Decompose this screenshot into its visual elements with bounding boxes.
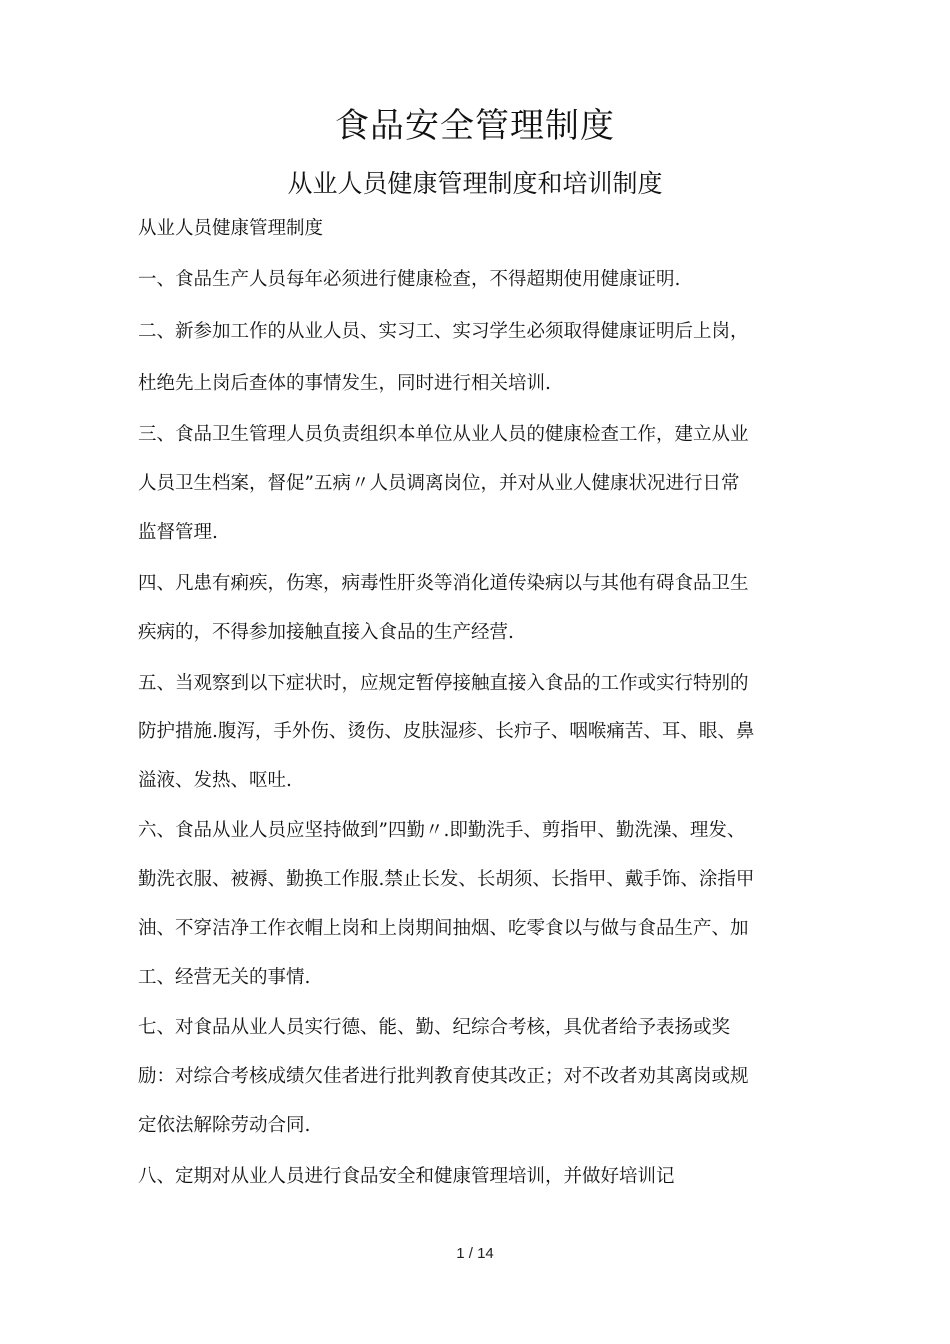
text-line: 疾病的，不得参加接触直接入食品的生产经营. (138, 622, 514, 643)
text-line: 监督管理. (138, 522, 218, 543)
text-line: 二、新参加工作的从业人员、实习工、实习学生必须取得健康证明后上岗， (138, 321, 749, 342)
text-line: 工、经营无关的事情. (138, 967, 311, 988)
page-number: 1 / 14 (456, 1245, 494, 1262)
text-line: 八、定期对从业人员进行食品安全和健康管理培训，并做好培训记 (138, 1166, 675, 1187)
text-line: 七、对食品从业人员实行德、能、勤、纪综合考核，具优者给予表扬或奖 (138, 1017, 731, 1038)
document-title: 食品安全管理制度 (335, 106, 615, 146)
text-line: 五、当观察到以下症状时，应规定暂停接触直接入食品的工作或实行特别的 (138, 673, 749, 694)
text-line: 一、食品生产人员每年必须进行健康检查，不得超期使用健康证明. (138, 269, 681, 290)
text-line: 勤洗衣服、被褥、勤换工作服.禁止长发、长胡须、长指甲、戴手饰、涂指甲 (138, 869, 755, 890)
text-line: 三、食品卫生管理人员负责组织本单位从业人员的健康检查工作，建立从业 (138, 424, 749, 445)
text-line: 人员卫生档案，督促”五病〃人员调离岗位，并对从业人健康状况进行日常 (138, 473, 740, 494)
document-subtitle: 从业人员健康管理制度和培训制度 (287, 169, 663, 198)
section-heading: 从业人员健康管理制度 (138, 218, 324, 239)
text-line: 定依法解除劳动合同. (138, 1115, 311, 1136)
text-line: 防护措施.腹泻，手外伤、烫伤、皮肤湿疹、长疖子、咽喉痛苦、耳、眼、鼻 (138, 721, 755, 742)
text-line: 溢液、发热、呕吐. (138, 770, 292, 791)
text-line: 四、凡患有痢疾，伤寒，病毒性肝炎等消化道传染病以与其他有碍食品卫生 (138, 573, 749, 594)
text-line: 油、不穿洁净工作衣帽上岗和上岗期间抽烟、吃零食以与做与食品生产、加 (138, 918, 749, 939)
text-line: 杜绝先上岗后查体的事情发生，同时进行相关培训. (138, 373, 551, 394)
text-line: 励：对综合考核成绩欠佳者进行批判教育使其改正；对不改者劝其离岗或规 (138, 1066, 749, 1087)
text-line: 六、食品从业人员应坚持做到”四勤〃.即勤洗手、剪指甲、勤洗澡、理发、 (138, 820, 746, 841)
